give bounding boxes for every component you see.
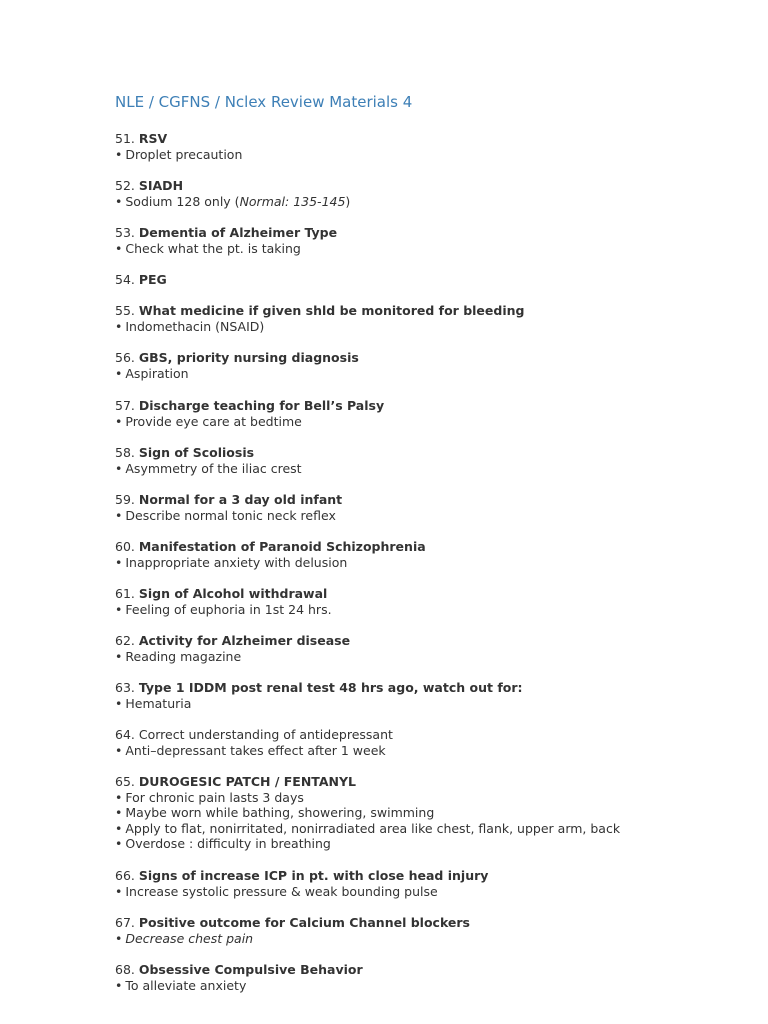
item-question-text: Type 1 IDDM post renal test 48 hrs ago, watch out for: <box>138 680 523 695</box>
bullet-icon: • <box>115 413 123 429</box>
item-question <box>115 586 755 602</box>
item-question-text: Obsessive Compulsive Behavior <box>138 962 363 977</box>
item-answer <box>115 319 755 335</box>
list-item <box>115 586 755 617</box>
bullet-icon: • <box>115 977 123 993</box>
bullet-icon: • <box>115 648 123 664</box>
bullet-icon: • <box>115 836 123 852</box>
item-number: 52. <box>115 178 139 193</box>
bullet-icon: • <box>115 507 123 523</box>
answer-text: Inappropriate anxiety with delusion <box>125 554 348 570</box>
item-question <box>115 633 755 649</box>
answer-text: Apply to flat, nonirritated, nonirradiated area like chest, flank, upper arm, back <box>125 820 621 836</box>
item-number: 57. <box>115 398 139 413</box>
list-item <box>115 539 755 570</box>
answer-text: Droplet precaution <box>125 146 243 162</box>
item-question-text: Activity for Alzheimer disease <box>138 633 351 648</box>
list-item <box>115 633 755 664</box>
item-answer <box>115 555 755 571</box>
bullet-icon: • <box>115 805 123 821</box>
bullet-icon: • <box>115 554 123 570</box>
item-number: 58. <box>115 445 139 460</box>
bullet-icon: • <box>115 601 123 617</box>
answer-text: For chronic pain lasts 3 days <box>125 789 304 805</box>
item-answer <box>115 461 755 477</box>
bullet-icon: • <box>115 930 123 946</box>
list-item <box>115 727 755 758</box>
item-question <box>115 225 755 241</box>
item-number: 66. <box>115 868 139 883</box>
item-answer <box>115 978 755 994</box>
item-number: 54. <box>115 272 139 287</box>
answer-text: Provide eye care at bedtime <box>125 413 302 429</box>
item-number: 55. <box>115 303 139 318</box>
answer-text: To alleviate anxiety <box>125 977 247 993</box>
list-item <box>115 915 755 946</box>
item-answer <box>115 602 755 618</box>
list-item <box>115 962 755 993</box>
item-question <box>115 774 755 790</box>
item-answer <box>115 147 755 163</box>
item-question <box>115 868 755 884</box>
item-question <box>115 492 755 508</box>
item-question-text: RSV <box>138 131 168 146</box>
item-answer <box>115 805 755 821</box>
list-item <box>115 398 755 429</box>
item-answer <box>115 649 755 665</box>
item-question <box>115 178 755 194</box>
item-question-text: Normal for a 3 day old infant <box>138 492 343 507</box>
list-item <box>115 868 755 899</box>
list-item <box>115 131 755 162</box>
item-number: 51. <box>115 131 139 146</box>
bullet-icon: • <box>115 240 123 256</box>
answer-text: Maybe worn while bathing, showering, swimming <box>125 805 435 821</box>
item-question <box>115 539 755 555</box>
item-question-text: Correct understanding of antidepressant <box>138 727 393 742</box>
bullet-icon: • <box>115 695 123 711</box>
item-question-text: Sign of Alcohol withdrawal <box>138 586 328 601</box>
answer-text: Decrease chest pain <box>125 930 254 946</box>
bullet-icon: • <box>115 460 123 476</box>
bullet-icon: • <box>115 146 123 162</box>
answer-text: Indomethacin (NSAID) <box>125 318 265 334</box>
bullet-icon: • <box>115 365 123 381</box>
item-answer <box>115 241 755 257</box>
item-answer <box>115 194 755 210</box>
list-item <box>115 492 755 523</box>
item-question-text: Manifestation of Paranoid Schizophrenia <box>138 539 426 554</box>
item-answer <box>115 743 755 759</box>
item-number: 62. <box>115 633 139 648</box>
item-number: 61. <box>115 586 139 601</box>
item-question-text: Dementia of Alzheimer Type <box>138 225 338 240</box>
bullet-icon: • <box>115 742 123 758</box>
item-number: 68. <box>115 962 139 977</box>
item-answer <box>115 931 755 947</box>
item-question <box>115 398 755 414</box>
item-question-text: SIADH <box>138 178 184 193</box>
item-question-text: Positive outcome for Calcium Channel blockers <box>138 915 470 930</box>
item-question-text: DUROGESIC PATCH / FENTANYL <box>138 774 357 789</box>
answer-text: Anti–depressant takes effect after 1 week <box>125 742 386 758</box>
item-number: 53. <box>115 225 139 240</box>
bullet-icon: • <box>115 193 123 209</box>
item-question <box>115 350 755 366</box>
item-number: 60. <box>115 539 139 554</box>
item-question <box>115 272 755 288</box>
item-question <box>115 303 755 319</box>
bullet-icon: • <box>115 820 123 836</box>
answer-text: Describe normal tonic neck reflex <box>125 507 336 523</box>
list-item <box>115 445 755 476</box>
answer-text-end: ) <box>345 193 351 209</box>
answer-text: Overdose : difficulty in breathing <box>125 836 331 852</box>
bullet-icon: • <box>115 318 123 334</box>
item-answer <box>115 790 755 806</box>
item-question-text: What medicine if given shld be monitored for bleeding <box>138 303 525 318</box>
list-item <box>115 774 755 852</box>
list-item <box>115 303 755 334</box>
item-question-text: Signs of increase ICP in pt. with close head injury <box>138 868 489 883</box>
answer-text: Hematuria <box>125 695 192 711</box>
answer-text: Feeling of euphoria in 1st 24 hrs. <box>125 601 332 617</box>
bullet-icon: • <box>115 789 123 805</box>
item-number: 67. <box>115 915 139 930</box>
item-answer <box>115 821 755 837</box>
document-title: NLE / CGFNS / Nclex Review Materials 4 <box>115 93 413 111</box>
list-item <box>115 225 755 256</box>
list-item <box>115 350 755 381</box>
item-number: 65. <box>115 774 139 789</box>
item-question <box>115 680 755 696</box>
answer-text: Asymmetry of the iliac crest <box>125 460 302 476</box>
item-question-text: Discharge teaching for Bell’s Palsy <box>138 398 385 413</box>
item-number: 56. <box>115 350 139 365</box>
item-answer <box>115 414 755 430</box>
answer-text: Aspiration <box>125 365 189 381</box>
item-answer <box>115 366 755 382</box>
answer-text: Sodium 128 only ( <box>125 193 240 209</box>
item-answer <box>115 508 755 524</box>
item-question-text: PEG <box>138 272 167 287</box>
answer-text: Reading magazine <box>125 648 242 664</box>
answer-normal-range: Normal: 135-145 <box>239 193 346 209</box>
list-item <box>115 178 755 209</box>
list-item <box>115 272 755 288</box>
item-number: 63. <box>115 680 139 695</box>
answer-text: Increase systolic pressure & weak bounding pulse <box>125 883 438 899</box>
item-question <box>115 445 755 461</box>
item-question <box>115 915 755 931</box>
item-question-text: Sign of Scoliosis <box>138 445 255 460</box>
item-question <box>115 131 755 147</box>
list-item <box>115 680 755 711</box>
bullet-icon: • <box>115 883 123 899</box>
item-number: 64. <box>115 727 139 742</box>
item-answer <box>115 884 755 900</box>
item-answer <box>115 696 755 712</box>
answer-text: Check what the pt. is taking <box>125 240 301 256</box>
item-question <box>115 727 755 743</box>
item-number: 59. <box>115 492 139 507</box>
item-question <box>115 962 755 978</box>
item-question-text: GBS, priority nursing diagnosis <box>138 350 359 365</box>
item-answer <box>115 836 755 852</box>
